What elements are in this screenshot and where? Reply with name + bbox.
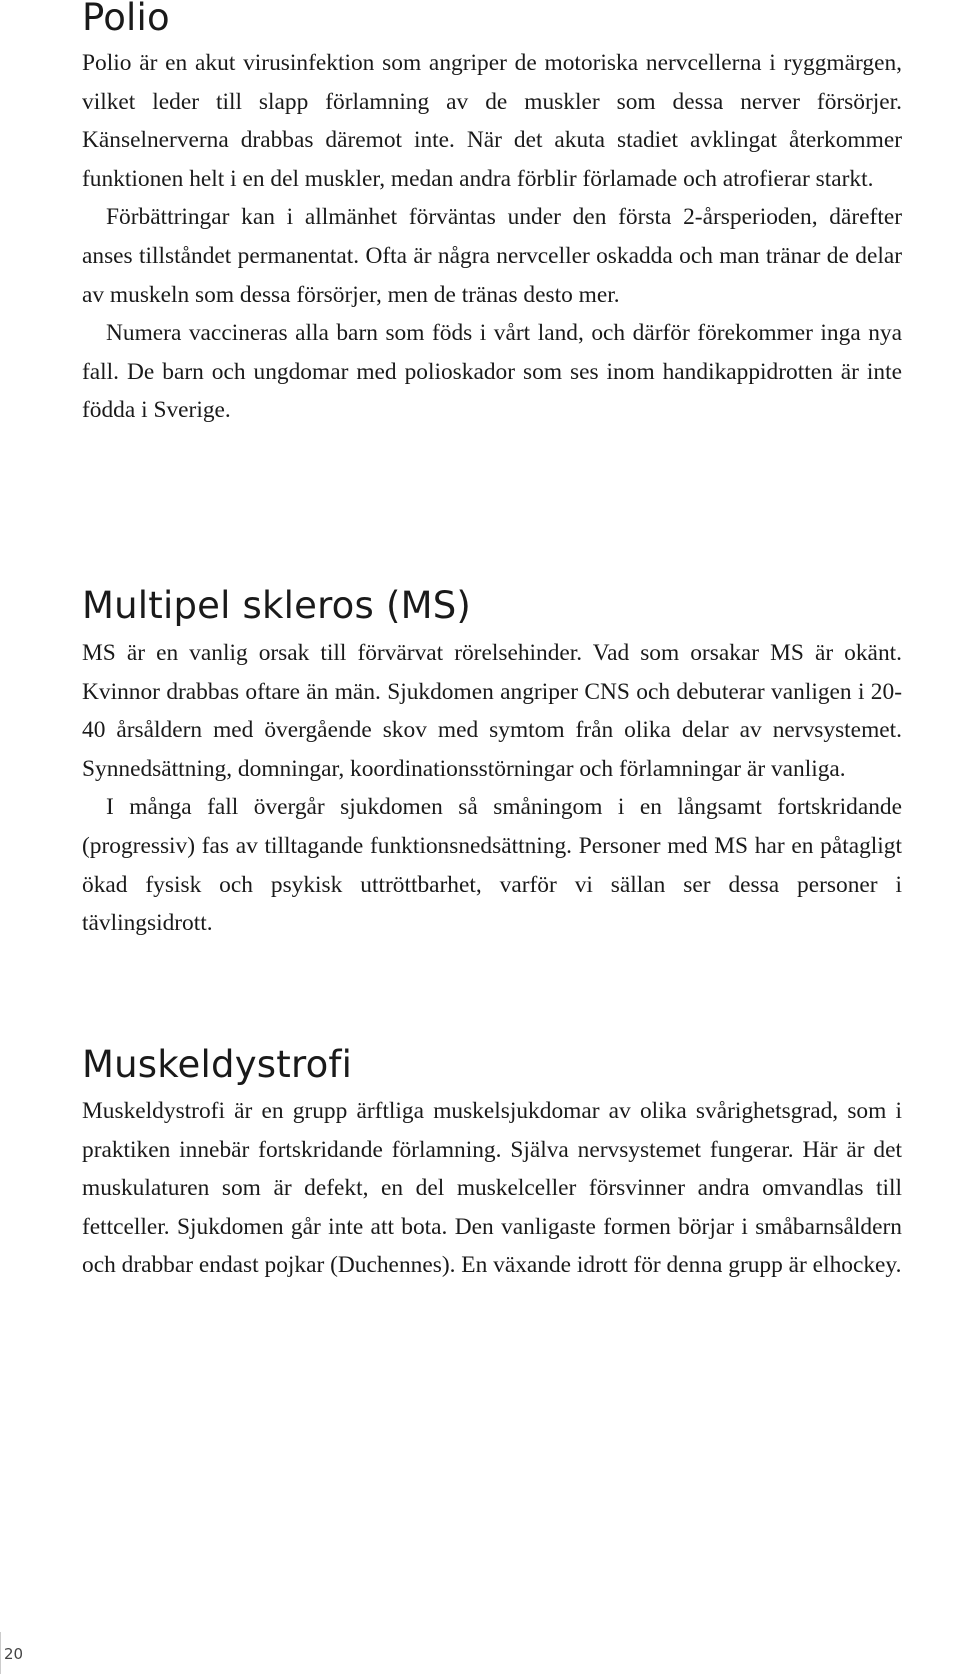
page-number: 20	[4, 1645, 24, 1663]
paragraph: MS är en vanlig orsak till förvärvat rörelsehinder. Vad som orsakar MS är okänt. Kvinnor drabbas oftare än män. Sjukdomen angriper CNS och debuterar vanligen i 20-40 årsåldern med övergående skov med symtom från olika delar av nervsystemet. Synnedsättning, domningar, koordinationsstörningar och förlamningar är vanliga.	[82, 640, 902, 782]
section-body-polio	[82, 44, 902, 430]
paragraph: Numera vaccineras alla barn som föds i vårt land, och därför förekommer inga nya fall. De barn och ungdomar med polioskador som ses inom handikappidrotten är inte födda i Sverige.	[82, 320, 902, 424]
section-heading-muskeldystrofi: Muskeldystrofi	[82, 1043, 353, 1086]
paragraph: Förbättringar kan i allmänhet förväntas under den första 2-årsperioden, därefter anses tillståndet permanentat. Ofta är några nervceller oskadda och man tränar de delar av muskeln som dessa försörjer, men de tränas desto mer.	[82, 204, 902, 308]
section-body-muskeldystrofi	[82, 1092, 902, 1285]
paragraph: Muskeldystrofi är en grupp ärftliga muskelsjukdomar av olika svårighetsgrad, som i praktiken innebär fortskridande förlamning. Själva nervsystemet fungerar. Här är det muskulaturen som är defekt, en del muskelceller försvinner andra omvandlas till fettceller. Sjukdomen går inte att bota. Den vanligaste formen börjar i småbarnsåldern och drabbar endast pojkar (Duchennes). En växande idrott för denna grupp är elhockey.	[82, 1098, 902, 1279]
margin-divider	[0, 1632, 1, 1674]
paragraph: Polio är en akut virusinfektion som angriper de motoriska nervcellerna i ryggmärgen, vilket leder till slapp förlamning av de muskler som dessa nerver försörjer. Känselnerverna drabbas däremot inte. När det akuta stadiet avklingat återkommer funktionen helt i en del muskler, medan andra förblir förlamade och atrofierar starkt.	[82, 50, 902, 192]
section-heading-ms: Multipel skleros (MS)	[82, 584, 472, 627]
section-body-ms	[82, 634, 902, 943]
paragraph: I många fall övergår sjukdomen så småningom i en långsamt fortskridande (progressiv) fas av tilltagande funktionsnedsättning. Personer med MS har en påtagligt ökad fysisk och psykisk uttröttbarhet, varför vi sällan ser dessa personer i tävlingsidrott.	[82, 794, 902, 937]
section-heading-polio: Polio	[82, 0, 170, 39]
